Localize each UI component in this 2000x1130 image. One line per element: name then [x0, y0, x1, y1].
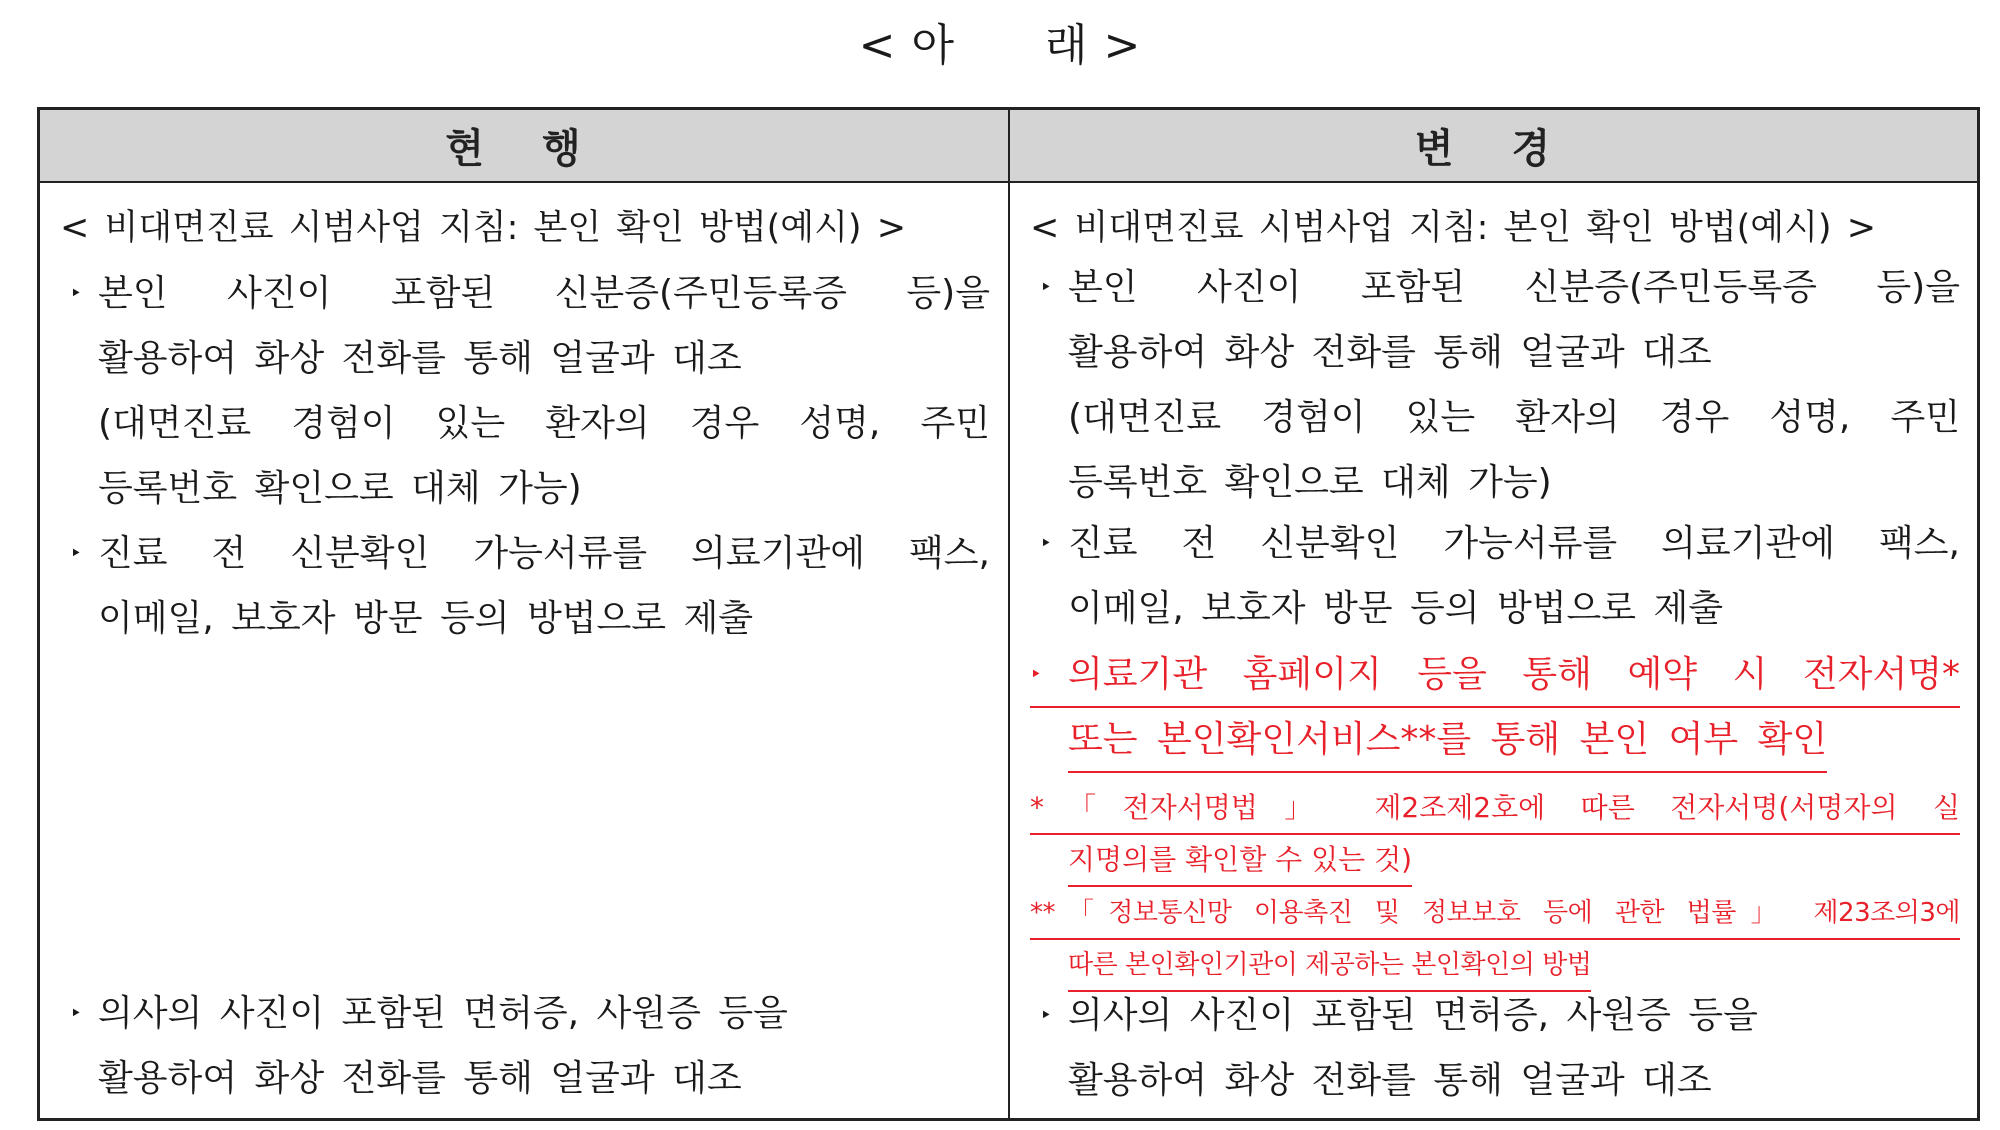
bullet-marker-icon: ‣: [70, 281, 82, 305]
bullet-line: 본인 사진이 포함된 신분증(주민등록증 등)을: [98, 273, 990, 314]
bullet-marker-icon: ‣: [70, 1001, 82, 1025]
current-bullet-2: [70, 521, 990, 651]
bullet-line: 활용하여 화상 전화를 통해 얼굴과 대조: [98, 1058, 742, 1099]
bullet-line: 본인 사진이 포함된 신분증(주민등록증 등)을: [1068, 267, 1960, 308]
bullet-line: 의사의 사진이 포함된 면허증, 사원증 등을: [1068, 995, 1758, 1036]
header-current: 현 행: [40, 110, 1010, 183]
footnote-marker: **: [1030, 898, 1055, 928]
changed-bullet-2: [1040, 511, 1960, 641]
bullet-line: 활용하여 화상 전화를 통해 얼굴과 대조: [98, 338, 742, 379]
footnote-marker: *: [1030, 791, 1044, 824]
added-bullet-line: 의료기관 홈페이지 등을 통해 예약 시 전자서명*: [1068, 654, 1960, 695]
footnote-1: [1030, 783, 1960, 887]
bullet-marker-icon: ‣: [70, 541, 82, 565]
bullet-marker-icon: ‣: [1040, 275, 1052, 299]
bullet-line: 활용하여 화상 전화를 통해 얼굴과 대조: [1068, 332, 1712, 373]
footnote-line: 지명의를 확인할 수 있는 것): [1068, 835, 1412, 887]
bullet-line: 활용하여 화상 전화를 통해 얼굴과 대조: [1068, 1060, 1712, 1101]
changed-bullet-3: [1040, 983, 1960, 1113]
bullet-marker-icon: ‣: [1030, 662, 1042, 686]
footnote-line: 「전자서명법」 제2조제2호에 따른 전자서명(서명자의 실: [1068, 791, 1960, 824]
current-bullet-3: [70, 981, 990, 1111]
current-column: [40, 183, 1010, 1118]
bullet-line: 진료 전 신분확인 가능서류를 의료기관에 팩스,: [1068, 523, 1960, 564]
bullet-line: 의사의 사진이 포함된 면허증, 사원증 등을: [98, 993, 788, 1034]
changed-bullet-1: [1040, 255, 1960, 515]
current-intro: < 비대면진료 시범사업 지침: 본인 확인 방법(예시) >: [60, 208, 907, 248]
header-changed: 변 경: [1010, 110, 1977, 183]
bullet-marker-icon: ‣: [1040, 1003, 1052, 1027]
changed-column: [1010, 183, 1977, 1118]
bullet-marker-icon: ‣: [1040, 531, 1052, 555]
footnote-line: 따른 본인확인기관이 제공하는 본인확인의 방법: [1068, 940, 1591, 992]
added-bullet-line: 또는 본인확인서비스**를 통해 본인 여부 확인: [1068, 708, 1827, 773]
bullet-line: (대면진료 경험이 있는 환자의 경우 성명, 주민: [98, 403, 990, 444]
bullet-line: 이메일, 보호자 방문 등의 방법으로 제출: [1068, 588, 1724, 629]
bullet-line: 진료 전 신분확인 가능서류를 의료기관에 팩스,: [98, 533, 990, 574]
comparison-table: [37, 107, 1980, 1121]
bullet-line: 등록번호 확인으로 대체 가능): [98, 468, 582, 509]
footnote-2: [1030, 888, 1960, 992]
page-title: < 아 래 >: [858, 20, 1142, 71]
bullet-line: 등록번호 확인으로 대체 가능): [1068, 462, 1552, 503]
changed-intro: < 비대면진료 시범사업 지침: 본인 확인 방법(예시) >: [1030, 208, 1877, 248]
bullet-line: (대면진료 경험이 있는 환자의 경우 성명, 주민: [1068, 397, 1960, 438]
bullet-line: 이메일, 보호자 방문 등의 방법으로 제출: [98, 598, 754, 639]
footnote-line: 「정보통신망 이용촉진 및 정보보호 등에 관한 법률」 제23조의3에: [1068, 898, 1960, 928]
current-bullet-1: [70, 261, 990, 521]
added-bullet: [1030, 643, 1960, 773]
